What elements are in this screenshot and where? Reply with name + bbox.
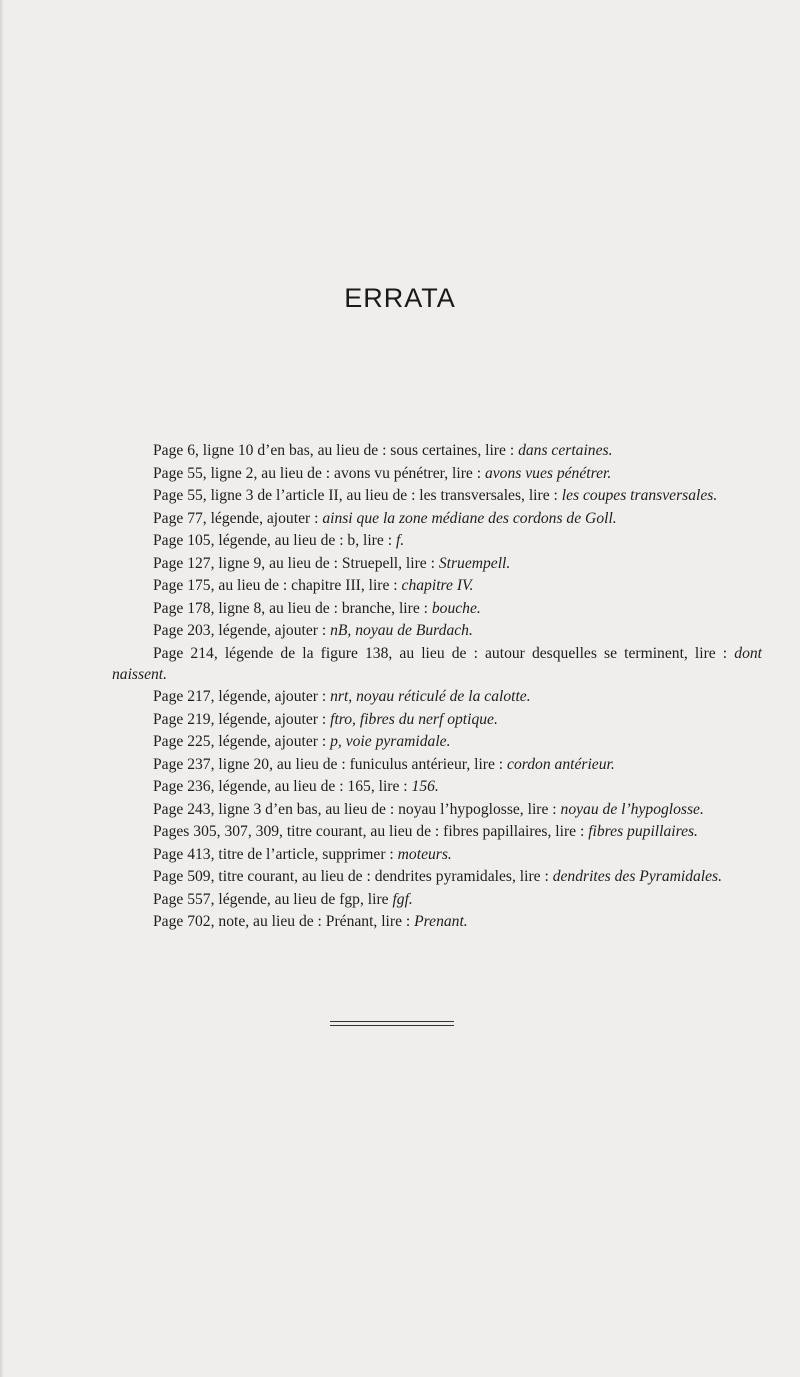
- errata-entry-text: Page 178, ligne 8, au lieu de : branche, lire :: [153, 599, 432, 617]
- errata-entry-text: Page 243, ligne 3 d’en bas, au lieu de : noyau l’hypoglosse, lire :: [153, 800, 561, 818]
- errata-entry: [112, 709, 762, 730]
- errata-entry: [112, 530, 762, 551]
- errata-entry-text: Page 55, ligne 2, au lieu de : avons vu pénétrer, lire :: [153, 464, 485, 482]
- errata-entry: [112, 821, 762, 842]
- errata-entry: [112, 440, 762, 461]
- errata-entry-text: Page 203, légende, ajouter :: [153, 622, 331, 639]
- closing-rule-bottom: [330, 1025, 454, 1026]
- errata-correction: chapitre IV.: [401, 577, 474, 594]
- errata-correction: p, voie pyramidale.: [330, 733, 451, 751]
- errata-correction: ainsi que la zone médiane des cordons de Goll.: [322, 509, 617, 527]
- errata-entry-text: Page 55, ligne 3 de l’article II, au lieu de : les transversales, lire :: [153, 487, 562, 504]
- errata-entry-text: Page 105, légende, au lieu de : b, lire :: [153, 532, 396, 549]
- errata-entry: [112, 866, 762, 887]
- errata-entry: [112, 508, 762, 529]
- errata-entry: [112, 911, 762, 932]
- closing-rule-top: [330, 1021, 454, 1022]
- errata-entry: [112, 754, 762, 775]
- errata-correction: f.: [395, 532, 405, 549]
- errata-correction: dans certaines.: [518, 442, 613, 459]
- errata-correction: noyau de l’hypoglosse.: [560, 800, 704, 818]
- errata-correction: moteurs.: [397, 845, 452, 863]
- errata-entry-text: Page 236, légende, au lieu de : 165, lire :: [153, 778, 412, 796]
- errata-correction: dendrites des Pyramidales.: [552, 868, 723, 886]
- errata-entry: [112, 485, 762, 506]
- errata-correction: nB, noyau de Burdach.: [330, 622, 473, 639]
- errata-entry: [112, 799, 762, 820]
- errata-entry-text: Page 214, légende de la figure 138, au lieu de : autour desquelles se terminent, lire :: [153, 644, 735, 662]
- errata-list: [112, 440, 762, 934]
- errata-correction: 156.: [411, 778, 439, 796]
- errata-entry-text: Page 127, ligne 9, au lieu de : Struepell, lire :: [153, 554, 439, 572]
- errata-entry-text: Page 557, légende, au lieu de fgp, lire: [153, 890, 393, 908]
- errata-correction: fgf.: [392, 890, 413, 908]
- errata-entry: [112, 463, 762, 484]
- errata-entry-text: Page 702, note, au lieu de : Prénant, lire :: [153, 913, 415, 931]
- errata-entry: [112, 889, 762, 910]
- errata-entry: [112, 643, 762, 686]
- errata-correction: Prenant.: [414, 913, 468, 931]
- errata-correction: avons vues pénétrer.: [484, 464, 612, 482]
- errata-entry: [112, 731, 762, 752]
- errata-entry-text: Page 509, titre courant, au lieu de : dendrites pyramidales, lire :: [153, 868, 553, 886]
- errata-correction: bouche.: [431, 599, 481, 617]
- errata-entry-text: Page 77, légende, ajouter :: [153, 509, 323, 527]
- errata-entry: [112, 598, 762, 619]
- page-edge-shadow: [0, 0, 4, 1377]
- errata-correction: Struempell.: [438, 554, 511, 572]
- errata-entry-text: Page 217, légende, ajouter :: [153, 688, 331, 706]
- page-title: ERRATA: [344, 283, 456, 313]
- errata-entry: [112, 553, 762, 574]
- errata-correction: dont naissent.: [112, 644, 762, 683]
- errata-correction: nrt, noyau réticulé de la calotte.: [330, 688, 531, 706]
- errata-entry: [112, 620, 762, 641]
- errata-entry-text: Page 225, légende, ajouter :: [153, 733, 331, 751]
- errata-entry-text: Page 175, au lieu de : chapitre III, lire :: [153, 577, 402, 594]
- errata-entry: [112, 686, 762, 707]
- errata-correction: fibres pupillaires.: [588, 823, 698, 841]
- errata-entry-text: Page 413, titre de l’article, supprimer :: [153, 845, 398, 863]
- errata-entry: [112, 776, 762, 797]
- errata-entry-text: Pages 305, 307, 309, titre courant, au lieu de : fibres papillaires, lire :: [153, 823, 589, 841]
- errata-entry: [112, 575, 762, 596]
- errata-entry-text: Page 6, ligne 10 d’en bas, au lieu de : sous certaines, lire :: [153, 442, 519, 459]
- errata-correction: cordon antérieur.: [507, 755, 615, 773]
- errata-entry-text: Page 219, légende, ajouter :: [153, 710, 331, 728]
- errata-correction: ftro, fibres du nerf optique.: [330, 710, 498, 728]
- errata-entry: [112, 844, 762, 865]
- errata-correction: les coupes transversales.: [561, 487, 718, 504]
- errata-entry-text: Page 237, ligne 20, au lieu de : funiculus antérieur, lire :: [153, 755, 508, 773]
